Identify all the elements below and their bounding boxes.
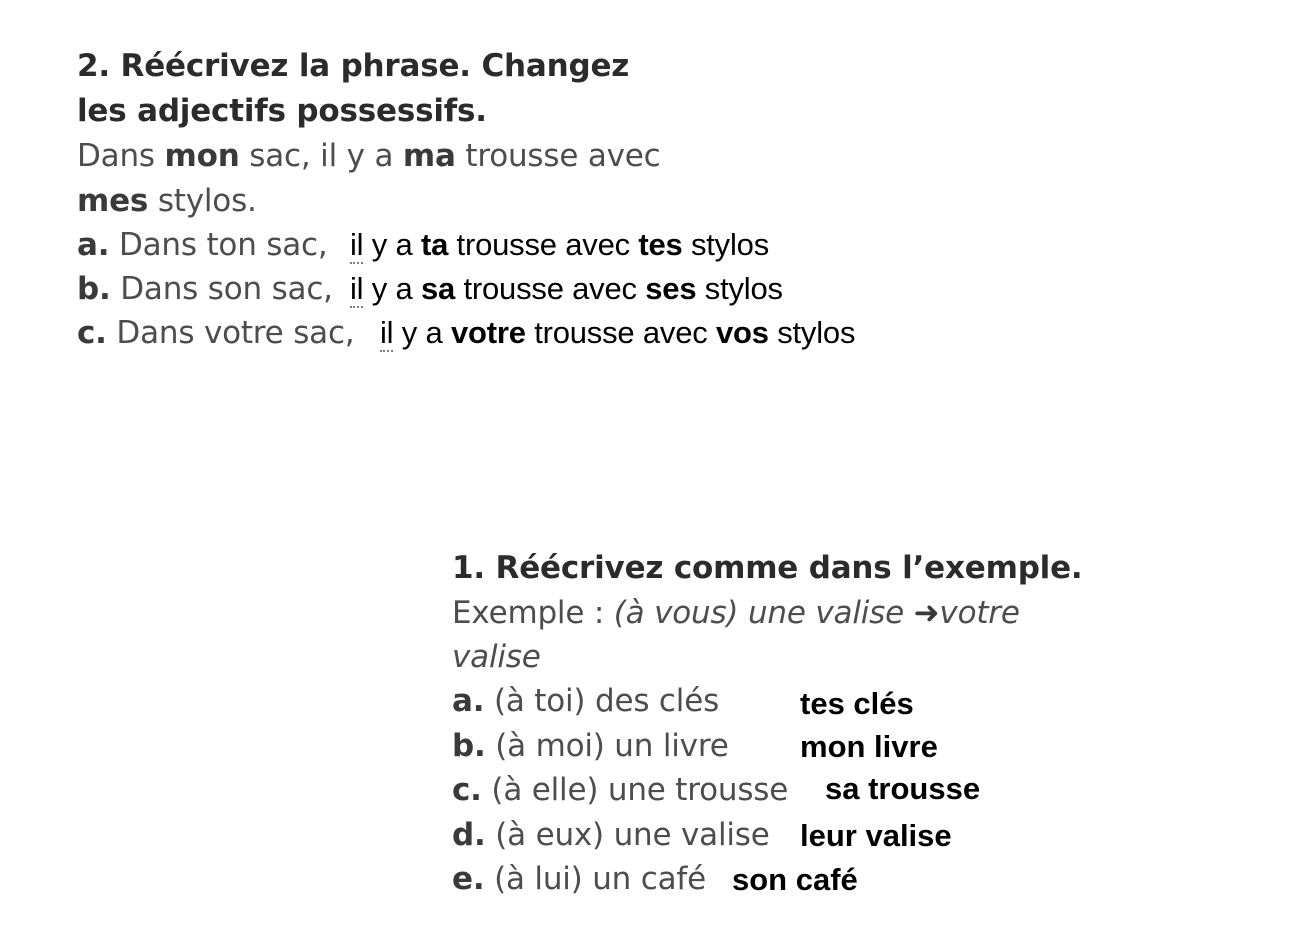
exercise-2-item-b-answer: [350, 269, 783, 309]
item-letter: a.: [452, 683, 485, 719]
answer-text: y a: [393, 315, 451, 350]
item-letter: d.: [452, 817, 486, 853]
exercise-2-title-line-1: 2. Réécrivez la phrase. Changez: [77, 48, 630, 84]
answer-text: y a: [363, 271, 421, 306]
exercise-1-example-line-2: valise: [452, 639, 541, 675]
item-prompt: Dans son sac,: [120, 271, 333, 307]
answer-text: stylos: [768, 315, 856, 350]
sentence-text: sac, il y a: [239, 138, 403, 174]
exercise-2-item-c-answer: [380, 313, 855, 353]
exercise-2-item-c: [77, 313, 354, 353]
exercise-2-sentence-line-2: [77, 181, 257, 221]
sentence-bold-word: mes: [77, 183, 149, 219]
arrow-icon: ➜: [913, 595, 940, 631]
exercise-2-item-b: [77, 269, 333, 309]
answer-text: il: [350, 271, 364, 306]
sentence-text: Dans: [77, 138, 165, 174]
answer-text: il: [380, 315, 394, 350]
exercise-1-title-text: Réécrivez comme dans l’exemple.: [495, 550, 1083, 586]
item-prompt: Dans votre sac,: [116, 315, 355, 351]
example-answer: votre: [939, 595, 1020, 631]
answer-bold-word: tes: [638, 227, 683, 262]
item-prompt: (à moi) un livre: [495, 728, 729, 764]
answer-text: stylos: [696, 271, 783, 306]
exercise-1-title: 1. Réécrivez comme dans l’exemple.: [452, 550, 1083, 586]
sentence-bold-word: mon: [164, 138, 240, 174]
exercise-2-title-text: Réécrivez la phrase. Changez: [120, 48, 630, 84]
exercise-1-item-d: [452, 815, 770, 855]
exercise-1-item-b-answer: mon livre: [800, 729, 938, 764]
answer-bold-word: votre: [450, 315, 526, 350]
answer-text: y a: [363, 227, 421, 262]
item-prompt: (à lui) un café: [494, 861, 707, 897]
exercise-1-item-e: [452, 859, 706, 899]
answer-bold-word: sa: [420, 271, 456, 306]
exercise-2-item-a-answer: [350, 225, 769, 265]
exercise-1-item-b: [452, 726, 729, 766]
exercise-2-title-line-2: les adjectifs possessifs.: [77, 93, 487, 129]
exercise-1-item-c-answer: sa trousse: [825, 771, 981, 806]
exercise-2-number: 2: [77, 48, 99, 84]
item-letter: b.: [77, 271, 111, 307]
answer-text: trousse avec: [448, 227, 639, 262]
answer-bold-word: ta: [420, 227, 449, 262]
answer-bold-word: ses: [645, 271, 697, 306]
example-label: Exemple :: [452, 595, 614, 631]
exercise-1-number: 1: [452, 550, 474, 586]
exercise-1-item-c: [452, 770, 788, 810]
sentence-text: stylos.: [148, 183, 257, 219]
answer-text: il: [350, 227, 364, 262]
answer-text: stylos: [682, 227, 770, 262]
exercise-1-item-e-answer: son café: [732, 862, 858, 897]
answer-text: trousse avec: [455, 271, 646, 306]
item-letter: c.: [77, 315, 107, 351]
sentence-text: trousse avec: [455, 138, 661, 174]
exercise-2-sentence-line-1: [77, 136, 661, 176]
item-letter: b.: [452, 728, 486, 764]
answer-text: trousse avec: [525, 315, 716, 350]
answer-bold-word: vos: [715, 315, 769, 350]
item-prompt: (à eux) une valise: [495, 817, 770, 853]
item-letter: e.: [452, 861, 485, 897]
item-prompt: Dans ton sac,: [118, 227, 328, 263]
exercise-1-example: [452, 593, 1020, 633]
item-prompt: (à elle) une trousse: [491, 772, 789, 808]
exercise-2-item-a: [77, 225, 328, 265]
exercise-1-item-d-answer: leur valise: [800, 818, 952, 853]
exercise-1-item-a-answer: tes clés: [800, 686, 914, 721]
item-letter: c.: [452, 772, 482, 808]
item-letter: a.: [77, 227, 110, 263]
sentence-bold-word: ma: [402, 138, 456, 174]
example-text: (à vous) une valise: [613, 595, 904, 631]
exercise-1-item-a: [452, 681, 719, 721]
item-prompt: (à toi) des clés: [493, 683, 720, 719]
